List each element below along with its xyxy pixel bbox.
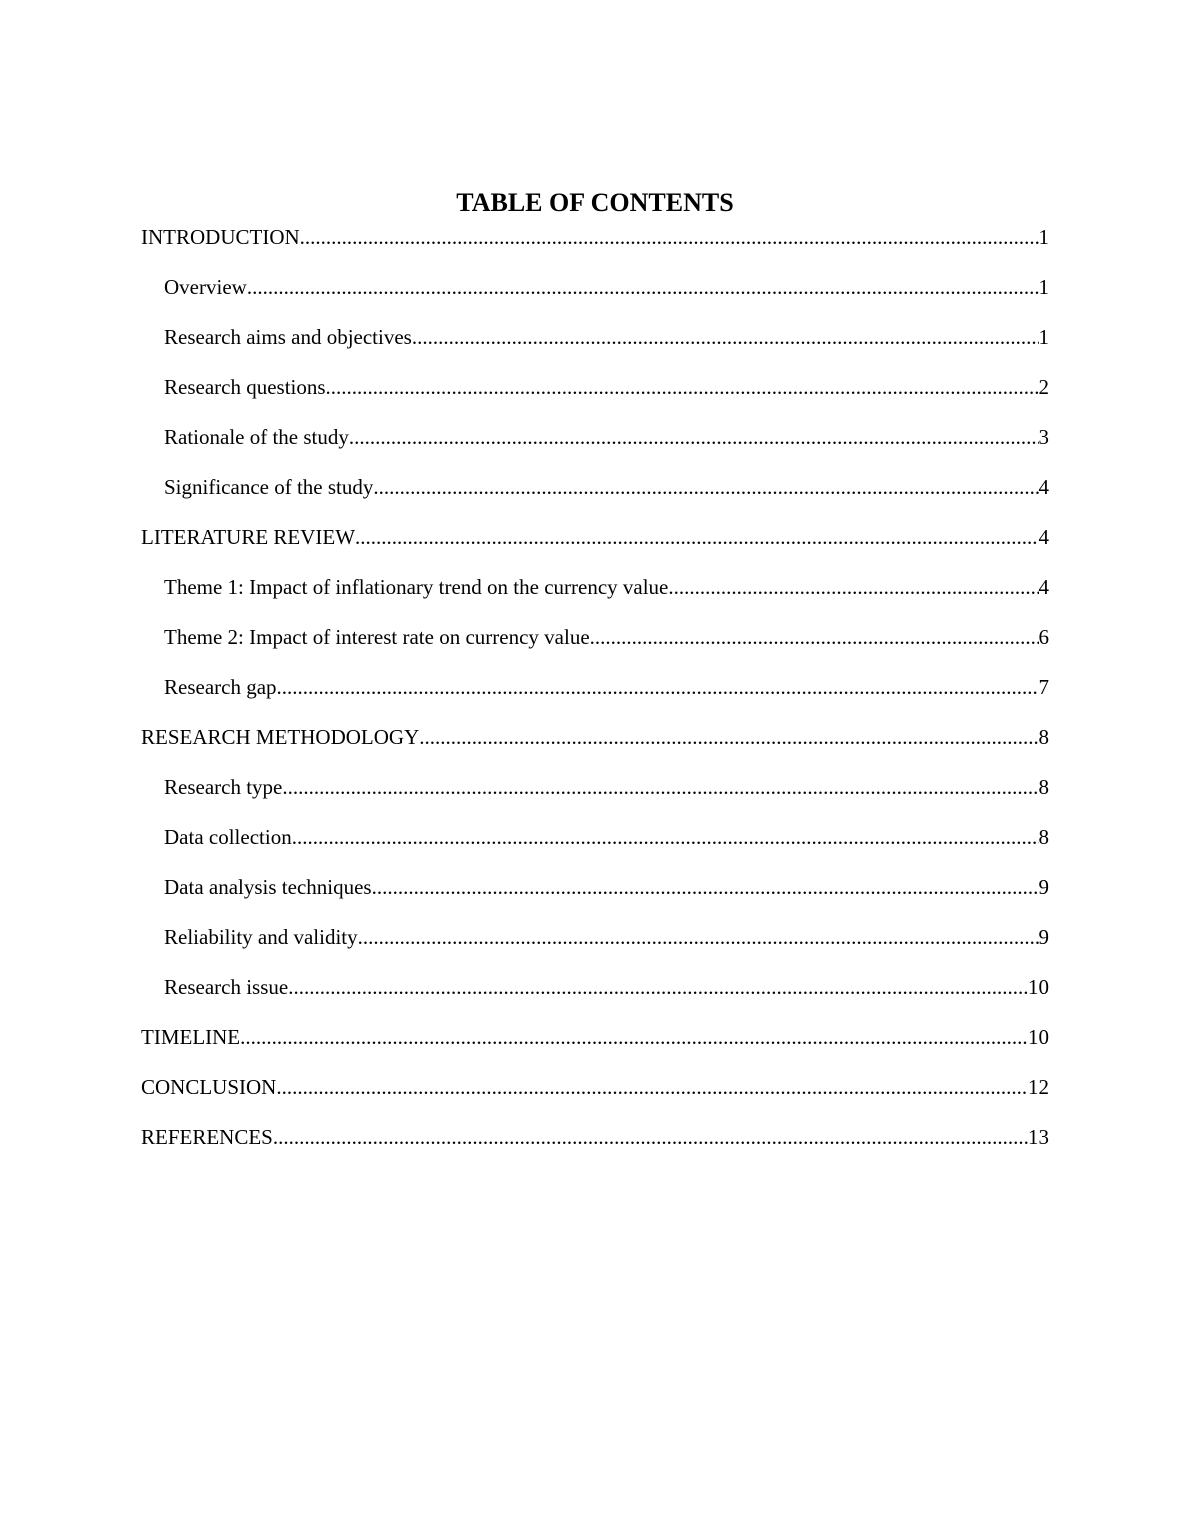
toc-entry-label: Overview [164,275,247,299]
toc-entry-label: REFERENCES [141,1125,273,1149]
toc-entry-page-number: 8 [1038,825,1049,849]
toc-entry-page-number: 1 [1038,275,1049,299]
toc-entry-research-methodology[interactable] [141,722,1049,772]
dot-leader [412,322,1039,352]
toc-entry-page-number: 8 [1038,725,1049,749]
dot-leader [240,1022,1028,1052]
dot-leader [358,922,1039,952]
toc-entry-page-number: 10 [1028,975,1049,999]
dot-leader [300,222,1039,252]
dot-leader [288,972,1028,1002]
toc-entry-page-number: 4 [1038,575,1049,599]
toc-entry-page-number: 9 [1038,875,1049,899]
dot-leader [668,572,1038,602]
toc-entry-research-questions[interactable] [141,372,1049,422]
dot-leader [247,272,1039,302]
toc-entry-label: TIMELINE [141,1025,241,1049]
toc-entry-page-number: 4 [1038,475,1049,499]
toc-entry-label: Significance of the study [164,475,374,499]
dot-leader [590,622,1039,652]
toc-entry-research-gap[interactable] [141,672,1049,722]
toc-entry-page-number: 1 [1038,325,1049,349]
toc-entry-theme-2[interactable] [141,622,1049,672]
toc-entry-theme-1[interactable] [141,572,1049,622]
dot-leader [372,872,1039,902]
dot-leader [355,522,1038,552]
toc-entry-label: Research type [164,775,283,799]
toc-entry-page-number: 10 [1028,1025,1049,1049]
toc-entry-label: LITERATURE REVIEW [141,525,356,549]
toc-entry-page-number: 1 [1038,225,1049,249]
toc-entry-page-number: 9 [1038,925,1049,949]
toc-entry-overview[interactable] [141,272,1049,322]
toc-entry-conclusion[interactable] [141,1072,1049,1122]
dot-leader [277,672,1039,702]
dot-leader [282,772,1038,802]
toc-entry-label: Theme 2: Impact of interest rate on currency value [164,625,590,649]
toc-entry-label: Theme 1: Impact of inflationary trend on the currency value [164,575,669,599]
dot-leader [276,1072,1028,1102]
toc-entry-label: INTRODUCTION [141,225,300,249]
toc-entry-label: CONCLUSION [141,1075,277,1099]
toc-entry-label: Research gap [164,675,277,699]
dot-leader [326,372,1039,402]
toc-entry-research-aims-and-objectives[interactable] [141,322,1049,372]
toc-entry-page-number: 13 [1028,1125,1049,1149]
toc-entry-references[interactable] [141,1122,1049,1172]
table-of-contents [141,222,1049,1172]
toc-entry-label: RESEARCH METHODOLOGY [141,725,420,749]
toc-entry-label: Research questions [164,375,326,399]
toc-entry-timeline[interactable] [141,1022,1049,1072]
toc-entry-research-issue[interactable] [141,972,1049,1022]
dot-leader [373,472,1038,502]
toc-entry-page-number: 7 [1038,675,1049,699]
toc-entry-label: Research issue [164,975,289,999]
toc-entry-rationale-of-the-study[interactable] [141,422,1049,472]
dot-leader [419,722,1038,752]
toc-entry-page-number: 4 [1038,525,1049,549]
toc-entry-page-number: 12 [1028,1075,1049,1099]
toc-entry-research-type[interactable] [141,772,1049,822]
toc-entry-page-number: 2 [1038,375,1049,399]
toc-entry-data-analysis-techniques[interactable] [141,872,1049,922]
toc-entry-label: Research aims and objectives [164,325,412,349]
toc-entry-introduction[interactable] [141,222,1049,272]
toc-entry-literature-review[interactable] [141,522,1049,572]
toc-title: TABLE OF CONTENTS [456,188,734,217]
toc-entry-page-number: 6 [1038,625,1049,649]
dot-leader [273,1122,1028,1152]
dot-leader [292,822,1039,852]
toc-entry-page-number: 3 [1038,425,1049,449]
toc-entry-label: Data analysis techniques [164,875,372,899]
toc-entry-label: Rationale of the study [164,425,349,449]
dot-leader [349,422,1039,452]
toc-entry-label: Data collection [164,825,292,849]
toc-entry-page-number: 8 [1038,775,1049,799]
toc-entry-significance-of-the-study[interactable] [141,472,1049,522]
toc-entry-label: Reliability and validity [164,925,358,949]
toc-entry-reliability-and-validity[interactable] [141,922,1049,972]
toc-entry-data-collection[interactable] [141,822,1049,872]
